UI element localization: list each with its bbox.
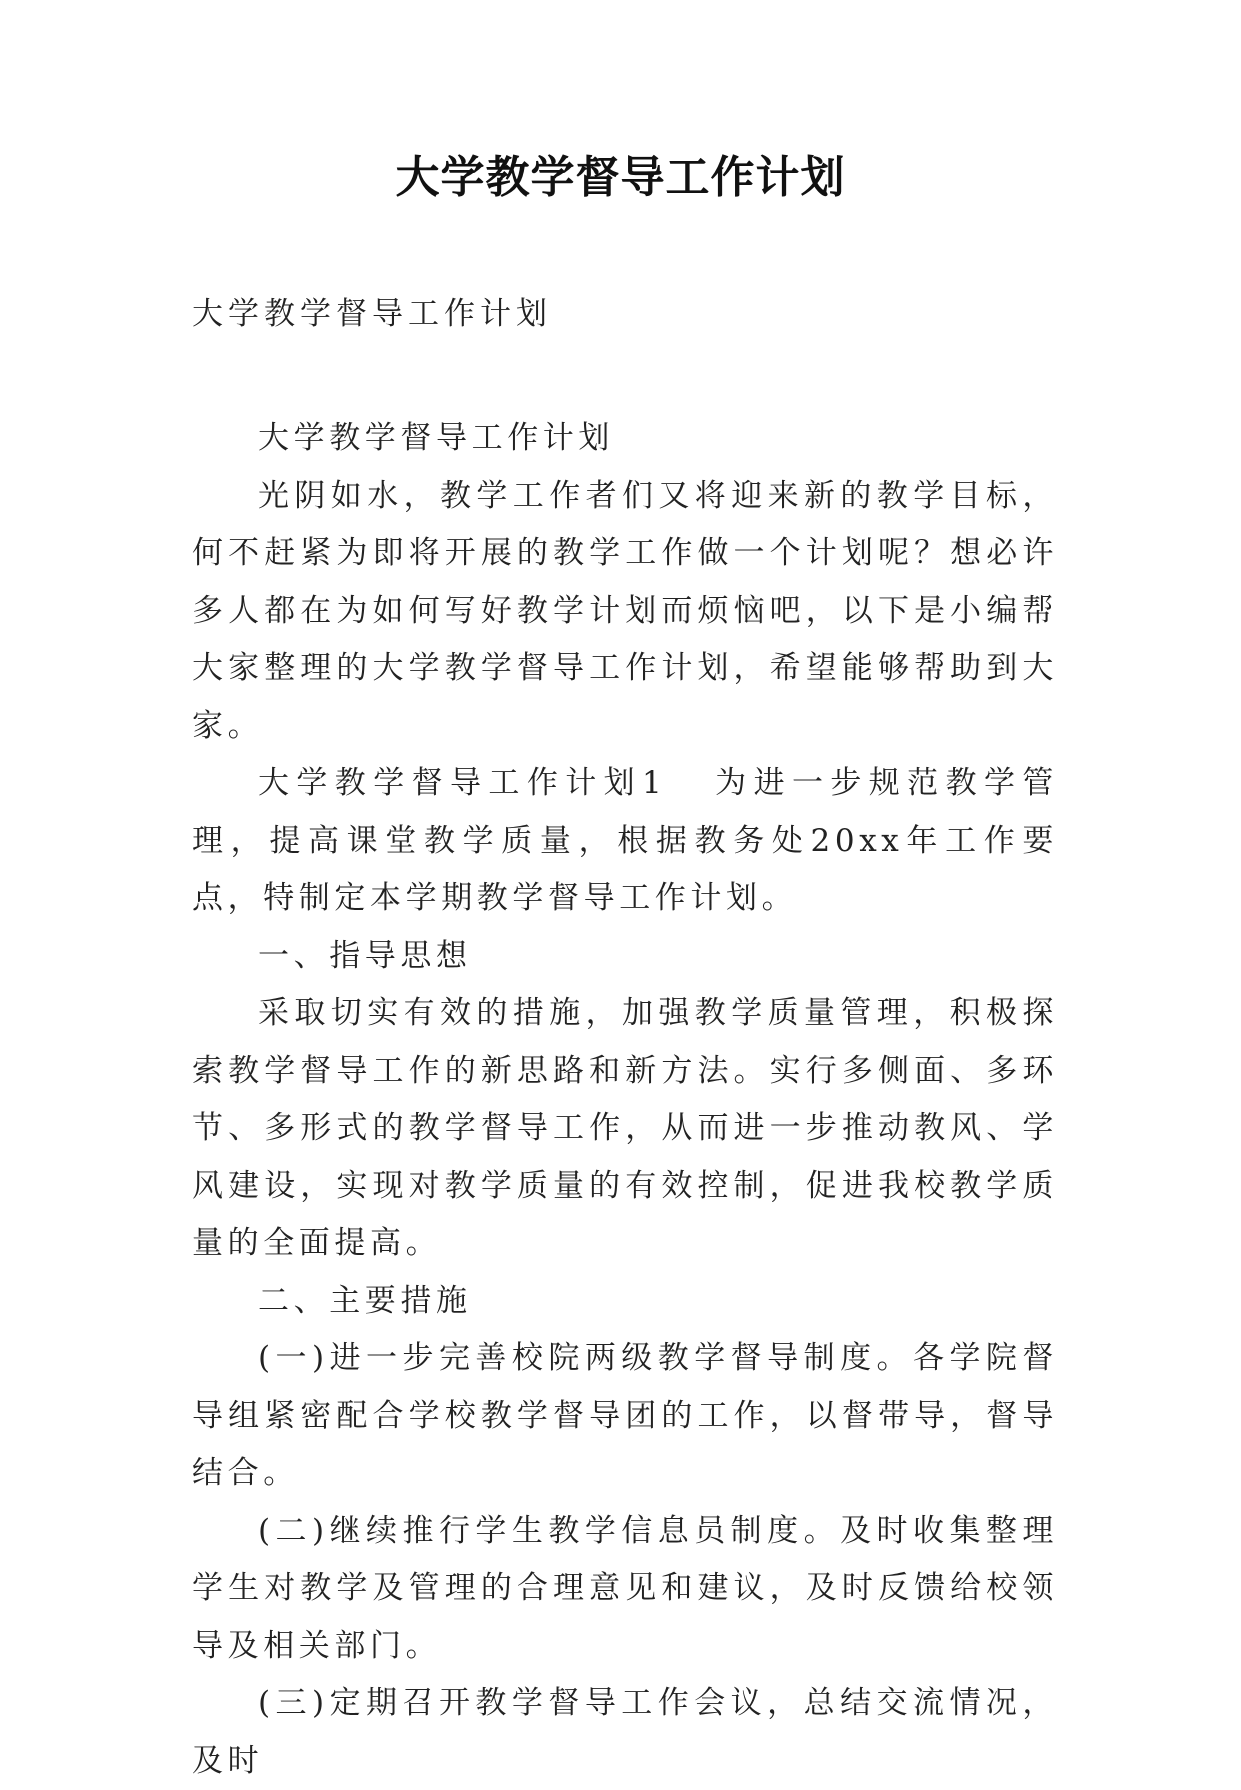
document-body <box>192 410 1058 1790</box>
section-heading-main-measures: 二、主要措施 <box>258 1282 472 1319</box>
paragraph-measure-2: (二)继续推行学生教学信息员制度。及时收集整理学生对教学及管理的合理意见和建议，及时反馈给校领导及相关部门。 <box>192 1512 1058 1664</box>
paragraph-measure-1: (一)进一步完善校院两级教学督导制度。各学院督导组紧密配合学校教学督导团的工作，以督带导，督导结合。 <box>192 1340 1058 1491</box>
plan-1-body: 为进一步规范教学管理，提高课堂教学质量，根据教务处20xx年工作要点，特制定本学期教学督导工作计划。 <box>192 765 1058 916</box>
paragraph-plan-heading: 大学教学督导工作计划 <box>258 420 614 456</box>
paragraph-guiding-ideology: 采取切实有效的措施，加强教学质量管理，积极探索教学督导工作的新思路和新方法。实行多侧面、多环节、多形式的教学督导工作，从而进一步推动教风、学风建设，实现对教学质量的有效控制，促进我校教学质量的全面提高。 <box>192 995 1058 1261</box>
plan-1-heading: 大学教学督导工作计划1 <box>258 765 667 801</box>
paragraph-plan-1 <box>192 755 1058 928</box>
document-title: 大学教学督导工作计划 <box>395 152 846 203</box>
paragraph-intro: 光阴如水，教学工作者们又将迎来新的教学目标，何不赶紧为即将开展的教学工作做一个计划呢？想必许多人都在为如何写好教学计划而烦恼吧，以下是小编帮大家整理的大学教学督导工作计划，希望能够帮助到大家。 <box>192 477 1058 744</box>
section-heading-guiding-ideology: 一、指导思想 <box>258 937 472 974</box>
document-subtitle: 大学教学督导工作计划 <box>192 296 552 332</box>
paragraph-measure-3: (三)定期召开教学督导工作会议，总结交流情况，及时 <box>192 1685 1058 1779</box>
